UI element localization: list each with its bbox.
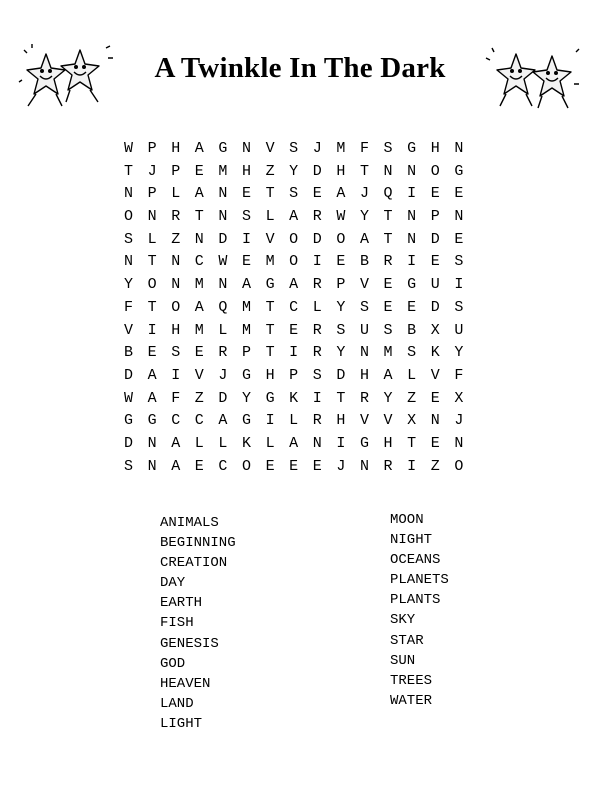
grid-letter: D (336, 366, 346, 384)
grid-letter: I (241, 230, 251, 248)
grid-letter: N (359, 344, 369, 362)
word-list-item: HEAVEN (160, 675, 211, 692)
grid-letter: T (359, 162, 369, 180)
grid-letter: N (124, 185, 134, 203)
grid-letter: I (312, 389, 322, 407)
grid-letter: N (218, 185, 228, 203)
grid-letter: I (407, 185, 417, 203)
grid-letter: M (218, 162, 228, 180)
grid-letter: E (194, 344, 204, 362)
grid-letter: L (218, 321, 228, 339)
grid-letter: V (194, 366, 204, 384)
grid-letter: V (265, 230, 275, 248)
grid-letter: Q (218, 298, 228, 316)
grid-row (124, 388, 478, 411)
grid-letter: G (218, 140, 228, 157)
grid-row (124, 297, 478, 320)
grid-letter: A (194, 185, 204, 203)
grid-row (124, 433, 478, 456)
grid-letter: N (171, 276, 181, 294)
grid-letter: J (218, 366, 228, 384)
grid-letter: N (312, 434, 322, 452)
grid-letter: O (454, 457, 464, 475)
grid-letter: E (430, 389, 440, 407)
grid-letter: M (336, 140, 346, 157)
grid-letter: E (407, 298, 417, 316)
grid-letter: V (430, 366, 440, 384)
grid-letter: P (289, 366, 299, 384)
grid-letter: O (430, 162, 440, 180)
page-title: A Twinkle In The Dark (154, 52, 446, 84)
grid-letter: S (312, 366, 322, 384)
grid-letter: E (430, 185, 440, 203)
grid-row (124, 251, 478, 274)
grid-letter: N (171, 253, 181, 271)
grid-row (124, 365, 478, 388)
grid-letter: F (454, 366, 464, 384)
grid-letter: E (241, 185, 251, 203)
grid-letter: M (194, 276, 204, 294)
word-list-item: EARTH (160, 595, 203, 612)
grid-letter: I (171, 366, 181, 384)
grid-letter: T (336, 389, 346, 407)
grid-letter: D (312, 230, 322, 248)
grid-letter: G (241, 366, 251, 384)
grid-letter: B (359, 253, 369, 271)
grid-letter: Y (336, 344, 346, 362)
grid-letter: Z (265, 162, 275, 180)
grid-letter: S (124, 230, 134, 248)
word-list-item: OCEANS (390, 552, 441, 569)
grid-letter: Q (383, 185, 393, 203)
grid-letter: V (265, 140, 275, 157)
grid-letter: D (218, 230, 228, 248)
grid-letter: H (359, 366, 369, 384)
grid-letter: V (383, 412, 393, 430)
grid-letter: Y (359, 208, 369, 226)
grid-letter: D (124, 366, 134, 384)
word-list-item: WATER (390, 692, 433, 709)
grid-letter: L (265, 208, 275, 226)
grid-letter: N (407, 230, 417, 248)
grid-letter: S (407, 344, 417, 362)
grid-letter: O (289, 230, 299, 248)
grid-letter: U (454, 321, 464, 339)
grid-letter: E (147, 344, 157, 362)
grid-letter: X (407, 412, 417, 430)
grid-letter: V (124, 321, 134, 339)
grid-letter: G (265, 276, 275, 294)
grid-letter: Y (241, 389, 251, 407)
grid-letter: H (336, 162, 346, 180)
grid-letter: Y (383, 389, 393, 407)
grid-letter: X (430, 321, 440, 339)
grid-letter: D (218, 389, 228, 407)
grid-letter: G (407, 276, 417, 294)
grid-letter: E (454, 185, 464, 203)
grid-letter: N (454, 208, 464, 226)
grid-letter: P (171, 162, 181, 180)
grid-letter: V (359, 412, 369, 430)
word-list-item: LAND (160, 695, 194, 712)
grid-letter: O (289, 253, 299, 271)
grid-letter: Z (194, 389, 204, 407)
grid-letter: B (124, 344, 134, 362)
grid-letter: G (241, 412, 251, 430)
grid-letter: T (265, 185, 275, 203)
grid-letter: I (147, 321, 157, 339)
grid-letter: E (383, 298, 393, 316)
word-list-item: TREES (390, 672, 433, 689)
grid-letter: R (359, 389, 369, 407)
grid-letter: X (454, 389, 464, 407)
grid-letter: A (147, 389, 157, 407)
grid-letter: T (194, 208, 204, 226)
grid-letter: F (171, 389, 181, 407)
grid-letter: L (407, 366, 417, 384)
grid-letter: E (194, 457, 204, 475)
grid-letter: W (336, 208, 346, 226)
grid-letter: M (383, 344, 393, 362)
grid-letter: T (383, 230, 393, 248)
word-list-item: ANIMALS (160, 515, 219, 531)
grid-letter: N (383, 162, 393, 180)
grid-letter: J (336, 457, 346, 475)
grid-letter: H (430, 140, 440, 157)
grid-letter: U (430, 276, 440, 294)
word-list-item: DAY (160, 575, 186, 592)
grid-letter: E (383, 276, 393, 294)
grid-letter: L (312, 298, 322, 316)
grid-letter: T (265, 298, 275, 316)
grid-letter: R (171, 208, 181, 226)
grid-row (124, 229, 478, 252)
grid-letter: H (171, 140, 181, 157)
grid-letter: J (312, 140, 322, 157)
grid-letter: Z (430, 457, 440, 475)
grid-row (124, 320, 478, 343)
grid-letter: I (407, 457, 417, 475)
grid-letter: S (289, 185, 299, 203)
grid-letter: K (241, 434, 251, 452)
grid-letter: A (194, 140, 204, 157)
grid-letter: C (289, 298, 299, 316)
grid-letter: A (289, 434, 299, 452)
word-list-item: STAR (390, 632, 424, 649)
word-list-item: SKY (390, 612, 416, 629)
grid-letter: W (124, 389, 134, 407)
word-list-item: CREATION (160, 555, 228, 572)
grid-letter: R (312, 412, 322, 430)
grid-letter: O (147, 276, 157, 294)
grid-letter: R (383, 457, 393, 475)
grid-letter: I (407, 253, 417, 271)
grid-letter: S (454, 298, 464, 316)
grid-letter: R (218, 344, 228, 362)
grid-letter: W (124, 140, 134, 157)
grid-letter: S (359, 298, 369, 316)
grid-letter: C (194, 253, 204, 271)
grid-letter: R (312, 208, 322, 226)
grid-row (124, 138, 478, 161)
grid-letter: A (289, 208, 299, 226)
grid-letter: J (359, 185, 369, 203)
word-list-item: MOON (390, 512, 424, 528)
grid-letter: G (407, 140, 417, 157)
grid-letter: A (289, 276, 299, 294)
grid-letter: N (194, 230, 204, 248)
grid-letter: L (265, 434, 275, 452)
grid-letter: U (359, 321, 369, 339)
grid-letter: N (147, 434, 157, 452)
grid-letter: S (241, 208, 251, 226)
grid-letter: T (265, 344, 275, 362)
grid-letter: S (124, 457, 134, 475)
grid-letter: W (218, 253, 228, 271)
grid-letter: L (289, 412, 299, 430)
grid-letter: I (336, 434, 346, 452)
word-list-item: NIGHT (390, 532, 433, 549)
grid-letter: D (124, 434, 134, 452)
word-list-item: PLANTS (390, 592, 441, 609)
grid-letter: E (312, 185, 322, 203)
word-list-item: GOD (160, 655, 186, 672)
grid-row (124, 206, 478, 229)
grid-letter: E (430, 253, 440, 271)
grid-letter: G (124, 412, 134, 430)
grid-letter: C (171, 412, 181, 430)
word-list-item: GENESIS (160, 635, 219, 652)
grid-letter: A (171, 457, 181, 475)
grid-letter: D (312, 162, 322, 180)
grid-letter: M (241, 298, 251, 316)
grid-letter: A (241, 276, 251, 294)
grid-letter: S (171, 344, 181, 362)
grid-letter: Y (124, 276, 134, 294)
grid-letter: O (241, 457, 251, 475)
grid-letter: N (124, 253, 134, 271)
grid-letter: Z (407, 389, 417, 407)
grid-letter: P (241, 344, 251, 362)
grid-letter: N (147, 208, 157, 226)
grid-letter: A (336, 185, 346, 203)
grid-letter: P (147, 140, 157, 157)
grid-letter: B (407, 321, 417, 339)
grid-letter: Z (171, 230, 181, 248)
grid-letter: C (218, 457, 228, 475)
grid-letter: N (218, 276, 228, 294)
word-search-grid (124, 138, 478, 478)
grid-letter: T (124, 162, 134, 180)
grid-letter: K (289, 389, 299, 407)
grid-letter: N (218, 208, 228, 226)
grid-letter: L (218, 434, 228, 452)
grid-letter: E (289, 457, 299, 475)
grid-letter: T (147, 298, 157, 316)
word-list-item: BEGINNING (160, 535, 236, 552)
grid-letter: N (430, 412, 440, 430)
grid-letter: R (312, 276, 322, 294)
grid-row (124, 161, 478, 184)
grid-row (124, 274, 478, 297)
grid-row (124, 456, 478, 479)
grid-letter: O (336, 230, 346, 248)
grid-letter: O (124, 208, 134, 226)
grid-letter: H (265, 366, 275, 384)
grid-row (124, 183, 478, 206)
grid-letter: D (430, 298, 440, 316)
grid-letter: E (312, 457, 322, 475)
grid-letter: M (241, 321, 251, 339)
grid-letter: L (171, 185, 181, 203)
grid-letter: N (147, 457, 157, 475)
grid-letter: O (171, 298, 181, 316)
grid-letter: R (312, 321, 322, 339)
grid-letter: I (454, 276, 464, 294)
grid-letter: T (383, 208, 393, 226)
grid-letter: E (454, 230, 464, 248)
grid-letter: H (383, 434, 393, 452)
grid-letter: T (265, 321, 275, 339)
grid-letter: N (407, 162, 417, 180)
grid-letter: E (336, 253, 346, 271)
grid-letter: P (430, 208, 440, 226)
grid-letter: S (336, 321, 346, 339)
grid-letter: E (241, 253, 251, 271)
grid-letter: H (171, 321, 181, 339)
grid-letter: P (336, 276, 346, 294)
grid-letter: G (265, 389, 275, 407)
grid-letter: J (454, 412, 464, 430)
grid-letter: D (430, 230, 440, 248)
grid-row (124, 342, 478, 365)
grid-row (124, 410, 478, 433)
grid-letter: A (359, 230, 369, 248)
word-list-left (160, 513, 236, 734)
grid-letter: F (124, 298, 134, 316)
grid-letter: A (171, 434, 181, 452)
grid-letter: Y (289, 162, 299, 180)
grid-letter: S (383, 140, 393, 157)
grid-letter: N (241, 140, 251, 157)
grid-letter: A (383, 366, 393, 384)
grid-letter: V (359, 276, 369, 294)
grid-letter: N (454, 140, 464, 157)
word-list-item: PLANETS (390, 572, 449, 589)
word-list-item: FISH (160, 615, 194, 632)
grid-letter: I (289, 344, 299, 362)
grid-letter: N (454, 434, 464, 452)
grid-letter: E (194, 162, 204, 180)
grid-letter: N (407, 208, 417, 226)
grid-letter: E (430, 434, 440, 452)
grid-letter: T (147, 253, 157, 271)
grid-letter: Y (454, 344, 464, 362)
grid-letter: M (194, 321, 204, 339)
grid-letter: E (265, 457, 275, 475)
grid-letter: A (147, 366, 157, 384)
grid-letter: S (454, 253, 464, 271)
grid-letter: F (359, 140, 369, 157)
grid-letter: R (383, 253, 393, 271)
grid-letter: S (289, 140, 299, 157)
grid-letter: I (265, 412, 275, 430)
grid-letter: G (359, 434, 369, 452)
grid-letter: S (383, 321, 393, 339)
star-characters-right-icon (482, 40, 582, 112)
grid-letter: A (194, 298, 204, 316)
grid-letter: N (359, 457, 369, 475)
grid-letter: I (312, 253, 322, 271)
grid-letter: P (147, 185, 157, 203)
grid-letter: J (147, 162, 157, 180)
grid-letter: G (147, 412, 157, 430)
grid-letter: G (454, 162, 464, 180)
grid-letter: C (194, 412, 204, 430)
word-list-item: SUN (390, 652, 416, 669)
grid-letter: E (289, 321, 299, 339)
grid-letter: L (194, 434, 204, 452)
grid-letter: M (265, 253, 275, 271)
grid-letter: K (430, 344, 440, 362)
grid-letter: H (336, 412, 346, 430)
grid-letter: L (147, 230, 157, 248)
grid-letter: R (312, 344, 322, 362)
grid-letter: Y (336, 298, 346, 316)
grid-letter: H (241, 162, 251, 180)
grid-letter: A (218, 412, 228, 430)
grid-letter: T (407, 434, 417, 452)
word-list-right (390, 510, 449, 711)
word-list-item: LIGHT (160, 715, 203, 732)
